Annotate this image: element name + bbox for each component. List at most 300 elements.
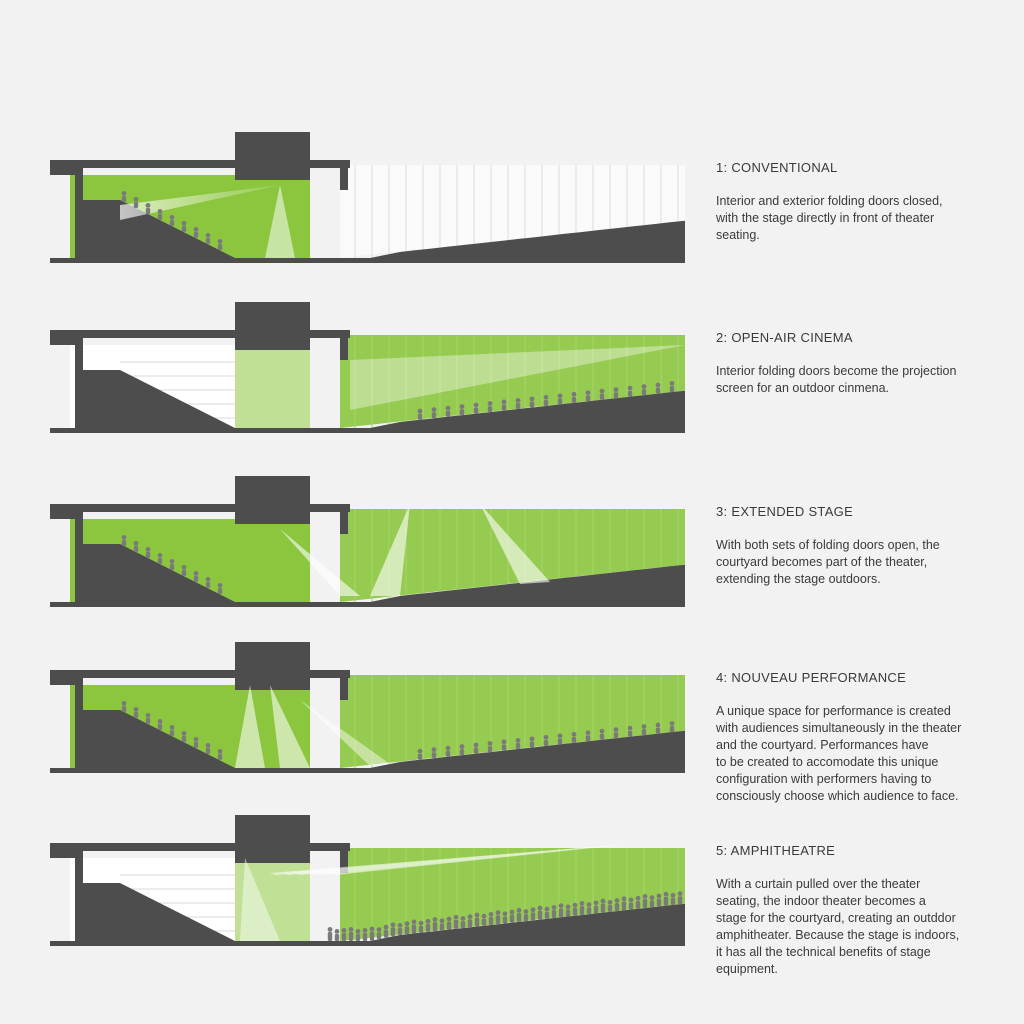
person-head (601, 899, 606, 904)
person-head (544, 395, 549, 400)
person-body (412, 924, 416, 933)
person-body (615, 903, 619, 911)
person-body (335, 934, 339, 941)
person-head (488, 401, 493, 406)
person-head (656, 723, 661, 728)
person-head (496, 910, 501, 915)
theater-seated-figure (146, 713, 151, 724)
person-body (656, 728, 660, 734)
courtyard-figure (594, 900, 599, 913)
person-head (182, 221, 187, 226)
person-body (363, 933, 367, 941)
person-head (377, 927, 382, 932)
courtyard-figure (600, 729, 605, 740)
person-head (146, 713, 151, 718)
person-body (426, 924, 430, 932)
person-body (432, 752, 436, 758)
person-head (531, 907, 536, 912)
person-body (559, 908, 563, 917)
person-head (122, 535, 127, 540)
person-head (440, 918, 445, 923)
person-head (335, 929, 340, 934)
person-body (601, 904, 605, 913)
person-head (502, 400, 507, 405)
person-body (134, 202, 138, 208)
person-body (391, 927, 395, 936)
person-head (524, 909, 529, 914)
person-head (586, 390, 591, 395)
theater-seated-figure (218, 239, 223, 250)
courtyard-figure (558, 393, 563, 404)
person-body (636, 901, 640, 909)
courtyard-figure (474, 743, 479, 754)
courtyard-figure (454, 915, 459, 929)
panel-description: With a curtain pulled over the theater seating, the indoor theater becomes a stage for the courtyard, creating an outddor amphitheater. Because the stage is indoors, it has all the technical benefits of stage equipment. (716, 877, 960, 976)
person-head (218, 583, 223, 588)
person-body (572, 397, 576, 403)
person-body (544, 400, 548, 406)
person-body (158, 724, 162, 730)
person-head (328, 927, 333, 932)
person-body (657, 899, 661, 907)
person-body (370, 932, 374, 941)
person-body (182, 570, 186, 576)
person-head (552, 905, 557, 910)
person-body (664, 897, 668, 906)
person-body (629, 903, 633, 910)
courtyard-figure (678, 891, 683, 904)
person-body (622, 901, 626, 910)
theater-seated-figure (194, 737, 199, 748)
person-body (398, 928, 402, 935)
courtyard-figure (426, 919, 431, 932)
person-head (158, 553, 163, 558)
courtyard-figure (503, 911, 508, 923)
theater-seated-figure (158, 719, 163, 730)
person-head (530, 396, 535, 401)
theater-seated-figure (194, 571, 199, 582)
section-drawing-open-air-cinema (40, 300, 700, 460)
courtyard-figure (664, 892, 669, 906)
person-body (460, 749, 464, 755)
courtyard-figure (586, 390, 591, 401)
person-head (545, 907, 550, 912)
courtyard-figure (432, 407, 437, 418)
courtyard-figure (482, 914, 487, 926)
person-body (418, 754, 422, 760)
person-head (182, 565, 187, 570)
panel-nouveau-performance (0, 640, 1024, 803)
person-body (194, 576, 198, 582)
person-head (460, 404, 465, 409)
courtyard-figure (475, 913, 480, 927)
courtyard-figure (643, 894, 648, 908)
theater-seated-figure (134, 707, 139, 718)
courtyard-figure (544, 735, 549, 746)
person-head (356, 929, 361, 934)
person-body (656, 388, 660, 394)
person-head (502, 740, 507, 745)
theater-seated-figure (218, 583, 223, 594)
person-head (615, 898, 620, 903)
person-body (356, 934, 360, 941)
theater-seated-figure (218, 749, 223, 760)
panel-amphitheatre (0, 813, 1024, 976)
theater-seated-figure (206, 233, 211, 244)
courtyard-figure (440, 918, 445, 930)
theater-seated-figure (182, 221, 187, 232)
theater-seated-figure (182, 565, 187, 576)
caption-conventional (716, 160, 996, 244)
person-body (670, 386, 674, 392)
section-drawing-conventional (40, 130, 700, 290)
person-body (182, 226, 186, 232)
roof-structure (50, 815, 350, 863)
courtyard-figure (433, 917, 438, 931)
courtyard-figure (615, 898, 620, 911)
courtyard-figure (432, 747, 437, 758)
courtyard-figure (488, 741, 493, 752)
person-head (146, 547, 151, 552)
stage-area (235, 345, 310, 430)
person-body (600, 734, 604, 740)
person-head (608, 900, 613, 905)
person-head (349, 927, 354, 932)
person-body (194, 742, 198, 748)
person-body (496, 915, 500, 924)
courtyard-figure (405, 921, 410, 934)
person-body (502, 745, 506, 751)
courtyard-figure (418, 749, 423, 760)
courtyard-figure (670, 381, 675, 392)
section-drawing-extended-stage (40, 474, 700, 634)
person-body (170, 564, 174, 570)
theater-seated-figure (206, 577, 211, 588)
person-body (566, 910, 570, 917)
courtyard-figure (608, 900, 613, 912)
roof-structure (50, 302, 350, 350)
person-head (206, 577, 211, 582)
person-body (206, 748, 210, 754)
courtyard-figure (566, 905, 571, 917)
person-head (454, 915, 459, 920)
person-head (370, 927, 375, 932)
person-head (559, 903, 564, 908)
person-head (170, 215, 175, 220)
person-body (460, 409, 464, 415)
door-header (340, 330, 348, 360)
person-body (446, 411, 450, 417)
theater-seated-figure (122, 535, 127, 546)
person-body (516, 403, 520, 409)
person-body (432, 412, 436, 418)
door-header (340, 160, 348, 190)
person-head (475, 913, 480, 918)
person-body (628, 391, 632, 397)
courtyard-figure (356, 929, 361, 941)
person-body (489, 917, 493, 925)
panel-heading: 4: NOUVEAU PERFORMANCE (716, 670, 907, 685)
courtyard-figure (496, 910, 501, 924)
courtyard-figure (418, 409, 423, 420)
courtyard-figure (572, 392, 577, 403)
panel-conventional (0, 130, 1024, 290)
person-body (516, 743, 520, 749)
door-header (340, 504, 348, 534)
person-head (433, 917, 438, 922)
courtyard-figure (370, 927, 375, 941)
person-body (146, 552, 150, 558)
person-body (572, 737, 576, 743)
person-head (468, 914, 473, 919)
person-body (678, 896, 682, 904)
courtyard-figure (559, 903, 564, 917)
courtyard-figure (342, 928, 347, 941)
person-head (134, 197, 139, 202)
person-head (516, 398, 521, 403)
courtyard-figure (391, 922, 396, 936)
section-drawing-nouveau-performance (40, 640, 700, 800)
person-head (503, 911, 508, 916)
person-head (538, 906, 543, 911)
person-body (670, 726, 674, 732)
person-head (678, 891, 683, 896)
theater-seated-figure (134, 541, 139, 552)
section-drawing-amphitheatre (40, 813, 700, 973)
person-head (218, 749, 223, 754)
courtyard-figure (474, 403, 479, 414)
panel-extended-stage (0, 474, 1024, 634)
courtyard-figure (517, 908, 522, 922)
courtyard-figure (586, 730, 591, 741)
person-body (433, 922, 437, 931)
person-head (671, 893, 676, 898)
person-head (614, 727, 619, 732)
person-head (418, 409, 423, 414)
person-body (194, 232, 198, 238)
person-head (158, 209, 163, 214)
courtyard-figure (398, 923, 403, 935)
courtyard-figure (461, 916, 466, 928)
theater-seated-figure (122, 701, 127, 712)
person-body (419, 926, 423, 933)
person-body (586, 395, 590, 401)
person-body (454, 920, 458, 929)
person-head (516, 738, 521, 743)
panel-heading: 5: AMPHITHEATRE (716, 843, 836, 858)
person-body (342, 933, 346, 941)
person-head (558, 393, 563, 398)
person-head (664, 892, 669, 897)
person-head (622, 896, 627, 901)
theater-seated-figure (206, 743, 211, 754)
person-head (642, 724, 647, 729)
theater-seated-figure (146, 203, 151, 214)
person-head (566, 905, 571, 910)
caption-extended-stage (716, 504, 996, 588)
person-head (391, 922, 396, 927)
courtyard-figure (628, 726, 633, 737)
roof-structure (50, 132, 350, 180)
person-body (558, 398, 562, 404)
person-head (182, 731, 187, 736)
panel-description: Interior and exterior folding doors closed, with the stage directly in front of theater seating. (716, 194, 943, 242)
person-body (405, 926, 409, 934)
person-head (530, 736, 535, 741)
courtyard-figure (446, 406, 451, 417)
person-body (447, 922, 451, 930)
theater-seated-figure (158, 553, 163, 564)
courtyard-figure (657, 894, 662, 907)
person-head (656, 383, 661, 388)
person-head (636, 896, 641, 901)
person-head (572, 392, 577, 397)
courtyard-figure (656, 383, 661, 394)
person-body (218, 588, 222, 594)
person-body (418, 414, 422, 420)
person-head (488, 741, 493, 746)
courtyard-figure (552, 905, 557, 918)
theater-seated-figure (158, 209, 163, 220)
person-body (170, 730, 174, 736)
courtyard-figure (412, 919, 417, 933)
courtyard-figure (335, 929, 340, 941)
person-body (530, 401, 534, 407)
courtyard-figure (516, 738, 521, 749)
person-body (600, 394, 604, 400)
person-head (474, 403, 479, 408)
person-body (538, 911, 542, 920)
panel-description: With both sets of folding doors open, the courtyard becomes part of the theater, extending the stage outdoors. (716, 538, 940, 586)
person-body (182, 736, 186, 742)
person-body (587, 907, 591, 914)
person-body (558, 738, 562, 744)
person-head (194, 737, 199, 742)
person-head (426, 919, 431, 924)
courtyard-figure (489, 912, 494, 925)
person-body (650, 900, 654, 907)
courtyard-figure (384, 925, 389, 938)
person-body (608, 905, 612, 912)
person-body (461, 921, 465, 928)
person-head (544, 735, 549, 740)
person-head (206, 743, 211, 748)
person-body (488, 746, 492, 752)
panel-heading: 3: EXTENDED STAGE (716, 504, 854, 519)
person-head (600, 729, 605, 734)
person-body (122, 540, 126, 546)
person-body (328, 932, 332, 941)
person-head (134, 707, 139, 712)
theater-seated-figure (134, 197, 139, 208)
theater-seated-figure (146, 547, 151, 558)
panel-heading: 2: OPEN-AIR CINEMA (716, 330, 853, 345)
courtyard-figure (349, 927, 354, 941)
person-body (642, 729, 646, 735)
person-body (573, 908, 577, 916)
person-head (122, 191, 127, 196)
courtyard-figure (502, 400, 507, 411)
person-head (628, 726, 633, 731)
person-head (650, 895, 655, 900)
person-head (474, 743, 479, 748)
person-body (146, 718, 150, 724)
person-body (642, 389, 646, 395)
courtyard-figure (642, 724, 647, 735)
person-body (349, 932, 353, 941)
person-head (446, 406, 451, 411)
person-head (510, 910, 515, 915)
courtyard-figure (538, 906, 543, 920)
courtyard-figure (419, 921, 424, 933)
person-body (614, 732, 618, 738)
person-head (587, 902, 592, 907)
person-head (600, 389, 605, 394)
courtyard-figure (600, 389, 605, 400)
person-body (503, 916, 507, 923)
person-body (671, 898, 675, 905)
courtyard-figure (629, 898, 634, 910)
person-head (146, 203, 151, 208)
courtyard-figure (558, 733, 563, 744)
courtyard-figure (573, 903, 578, 916)
courtyard-figure (328, 927, 333, 941)
theater-seated-figure (170, 559, 175, 570)
courtyard-figure (656, 723, 661, 734)
courtyard-figure (614, 387, 619, 398)
courtyard-figure (614, 727, 619, 738)
person-head (572, 732, 577, 737)
person-head (432, 747, 437, 752)
person-body (475, 918, 479, 927)
courtyard-figure (460, 404, 465, 415)
person-head (460, 744, 465, 749)
person-body (122, 706, 126, 712)
courtyard-figure (622, 896, 627, 910)
person-head (517, 908, 522, 913)
person-body (482, 919, 486, 926)
person-head (419, 921, 424, 926)
courtyard-figure (572, 732, 577, 743)
courtyard-figure (530, 736, 535, 747)
courtyard-figure (488, 401, 493, 412)
courtyard-figure (468, 914, 473, 927)
person-head (398, 923, 403, 928)
person-head (447, 917, 452, 922)
person-head (206, 233, 211, 238)
courtyard-figure (650, 895, 655, 907)
courtyard-figure (544, 395, 549, 406)
courtyard-figure (545, 907, 550, 919)
person-head (586, 730, 591, 735)
person-head (573, 903, 578, 908)
person-body (384, 930, 388, 938)
person-head (194, 227, 199, 232)
roof-structure (50, 476, 350, 524)
theater-seated-figure (122, 191, 127, 202)
person-body (531, 912, 535, 920)
person-head (446, 746, 451, 751)
person-head (218, 239, 223, 244)
panel-heading: 1: CONVENTIONAL (716, 160, 838, 175)
theater-seated-figure (182, 731, 187, 742)
person-body (530, 741, 534, 747)
person-head (170, 725, 175, 730)
person-head (170, 559, 175, 564)
person-head (670, 381, 675, 386)
person-body (628, 731, 632, 737)
courtyard-figure (628, 386, 633, 397)
